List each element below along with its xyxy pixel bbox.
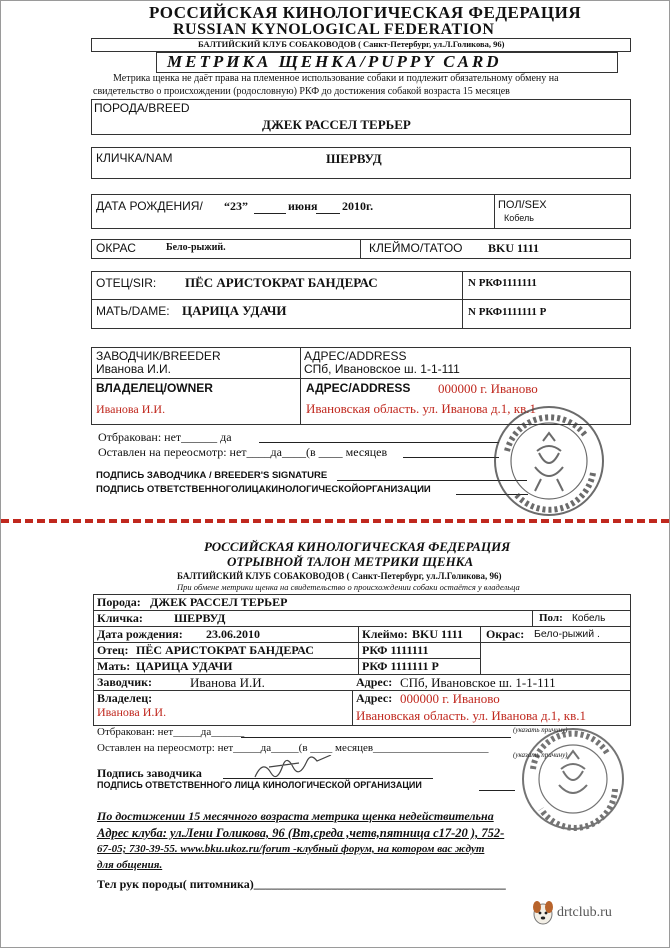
dob-month: июня <box>288 199 318 213</box>
stub-color-value: Бело-рыжий . <box>534 628 600 640</box>
stub-culled-line: Отбракован: нет_____да______ <box>97 726 245 738</box>
stub-breed-label: Порода: <box>97 595 141 609</box>
name-label: КЛИЧКА/NAM <box>96 151 173 165</box>
stub-dam-label: Мать: <box>97 659 131 673</box>
dam-label: МАТЬ/DAME: <box>96 304 170 318</box>
stub-name-value: ШЕРВУД <box>174 611 226 625</box>
stub-owner-value: Иванова И.И. <box>97 705 167 719</box>
breed-label: ПОРОДА/BREED <box>94 101 190 115</box>
sex-label: ПОЛ/SEX <box>498 199 547 211</box>
color-label: ОКРАС <box>96 241 136 255</box>
sire-number: N РКФ1111111 <box>468 277 537 289</box>
stub-sire-number: РКФ 1111111 <box>362 643 429 657</box>
stub-note: При обмене метрики щенка на свидетельство о происхождении собаки остаётся у владельца <box>177 582 520 592</box>
dob-label: ДАТА РОЖДЕНИЯ/ <box>96 199 203 213</box>
stub-owner-address-label: Адрес: <box>356 691 393 705</box>
stub-table <box>93 594 631 726</box>
stub-dam-number: РКФ 1111111 Р <box>362 659 439 673</box>
club-name: БАЛТИЙСКИЙ КЛУБ СОБАКОВОДОВ ( Санкт-Петербург, ул.Л.Голикова, 96) <box>198 39 505 49</box>
dob-day: “23” <box>224 199 248 213</box>
stub-dob-value: 23.06.2010 <box>206 627 260 641</box>
stub-dob-label: Дата рождения: <box>97 627 183 641</box>
stub-breeder-label: Заводчик: <box>97 675 153 689</box>
stub-title-1: РОССИЙСКАЯ КИНОЛОГИЧЕСКАЯ ФЕДЕРАЦИЯ <box>204 539 511 554</box>
stub-breeder-signature-label: Подпись заводчика <box>97 766 202 780</box>
owner-address-line2: Ивановская область. ул. Иванова д.1, кв.1 <box>306 401 537 416</box>
stub-breeder-value: Иванова И.И. <box>190 675 265 690</box>
dam-number: N РКФ1111111 Р <box>468 306 547 318</box>
stub-club: БАЛТИЙСКИЙ КЛУБ СОБАКОВОДОВ ( Санкт-Петербург, ул.Л.Голикова, 96) <box>177 571 502 581</box>
stub-sire-value: ПЁС АРИСТОКРАТ БАНДЕРАС <box>136 643 314 657</box>
breed-field <box>91 99 631 135</box>
stub-footer-line-4: для общения. <box>97 859 163 871</box>
dam-value: ЦАРИЦА УДАЧИ <box>182 303 287 318</box>
stub-culled-note: (указать причину) <box>513 726 568 734</box>
breeder-value: Иванова И.И. <box>96 362 172 376</box>
stub-breed-value: ДЖЕК РАССЕЛ ТЕРЬЕР <box>150 595 288 609</box>
dob-field <box>91 194 631 229</box>
stub-sire-label: Отец: <box>97 643 129 657</box>
stub-reexam-note: (указать причину) <box>513 751 568 759</box>
card-title: МЕТРИКА ЩЕНКА/PUPPY CARD <box>167 52 502 71</box>
stub-owner-label: Владелец: <box>97 691 153 705</box>
sire-value: ПЁС АРИСТОКРАТ БАНДЕРАС <box>185 275 378 290</box>
stub-sex-label: Пол: <box>539 612 563 624</box>
stub-sex-value: Кобель <box>572 613 606 624</box>
name-value: ШЕРВУД <box>326 151 382 166</box>
owner-address-line1: 000000 г. Иваново <box>438 381 538 396</box>
stub-footer-line-3: 67-05; 730-39-55. www.bku.ukoz.ru/forum -клубный форум, на котором вас ждут <box>97 843 485 855</box>
club-stamp-icon <box>485 401 615 521</box>
watermark-text: drtclub.ru <box>557 905 612 920</box>
dob-year: 2010г. <box>342 199 374 213</box>
breeder-label: ЗАВОДЧИК/BREEDER <box>96 349 221 363</box>
stub-tattoo-value: BKU 1111 <box>412 627 464 641</box>
tattoo-value: BKU 1111 <box>488 241 540 255</box>
stub-owner-address-line2: Ивановская область. ул. Иванова д.1, кв.1 <box>356 708 587 723</box>
stub-tattoo-label: Клеймо: <box>362 627 408 641</box>
club-stamp-bottom-icon <box>517 723 635 833</box>
culled-line: Отбракован: нет______ да <box>98 430 232 444</box>
breeder-address-label: АДРЕС/ADDRESS <box>304 349 407 363</box>
breed-value: ДЖЕК РАССЕЛ ТЕРЬЕР <box>262 117 411 132</box>
stub-title-2: ОТРЫВНОЙ ТАЛОН МЕТРИКИ ЩЕНКА <box>227 554 474 569</box>
stub-name-label: Кличка: <box>97 611 143 625</box>
stub-color-label: Окрас: <box>486 627 525 641</box>
color-tattoo-field <box>91 239 631 259</box>
tattoo-label: КЛЕЙМО/TATOO <box>369 241 463 255</box>
stub-phone-line: Тел рук породы( питомника)__________________________________________ <box>97 877 506 891</box>
sex-value: Кобель <box>504 213 534 223</box>
club-line <box>91 38 631 52</box>
owner-label: ВЛАДЕЛЕЦ/OWNER <box>96 381 213 395</box>
note-line-1: Метрика щенка не даёт права на племенное использование собаки и подлежит обязательному обмену на <box>113 73 559 84</box>
color-value: Бело-рыжий. <box>166 242 226 253</box>
stub-footer-line-1: По достижении 15 месячного возраста метрика щенка недействительна <box>97 809 494 823</box>
header-title-en: RUSSIAN KYNOLOGICAL FEDERATION <box>173 21 495 38</box>
stub-reexam-line: Оставлен на переосмотр: нет_____да_____(в ____ месяцев_____________________ <box>97 742 489 754</box>
parents-field <box>91 271 631 329</box>
card-title-box <box>156 52 618 73</box>
owner-address-label: АДРЕС/ADDRESS <box>306 381 411 395</box>
stub-breeder-address-label: Адрес: <box>356 675 393 689</box>
name-field <box>91 147 631 179</box>
header-title-ru: РОССИЙСКАЯ КИНОЛОГИЧЕСКАЯ ФЕДЕРАЦИЯ <box>149 3 582 22</box>
note-line-2: свидетельство о происхождении (родословную) РКФ до достижения собакой возраста 15 месяцев <box>93 86 510 97</box>
org-signature-label: ПОДПИСЬ ОТВЕТСТВЕННОГОЛИЦАКИНОЛОГИЧЕСКОЙОРГАНИЗАЦИИ <box>96 484 431 495</box>
stub-breeder-address-value: СПб, Ивановское ш. 1-1-111 <box>400 675 556 690</box>
breeder-address-value: СПб, Ивановское ш. 1-1-111 <box>304 362 460 376</box>
stub-dam-value: ЦАРИЦА УДАЧИ <box>136 659 233 673</box>
stub-owner-address-line1: 000000 г. Иваново <box>400 691 500 706</box>
breeder-signature-label: ПОДПИСЬ ЗАВОДЧИКА / BREEDER'S SIGNATURE <box>96 470 328 481</box>
cut-line <box>1 519 669 523</box>
stub-footer-line-2: Адрес клуба: ул.Лени Голикова, 96 (Вт,среда ,четв,пятница с17-20 ), 752- <box>97 826 505 840</box>
sire-label: ОТЕЦ/SIR: <box>96 276 157 290</box>
owner-value: Иванова И.И. <box>96 402 166 416</box>
dog-logo-icon <box>529 899 557 927</box>
stub-org-signature-label: ПОДПИСЬ ОТВЕТСТВЕННОГО ЛИЦА КИНОЛОГИЧЕСКОЙ ОРГАНИЗАЦИИ <box>97 780 422 790</box>
reexam-line: Оставлен на переосмотр: нет____да____(в ____ месяцев <box>98 445 388 459</box>
